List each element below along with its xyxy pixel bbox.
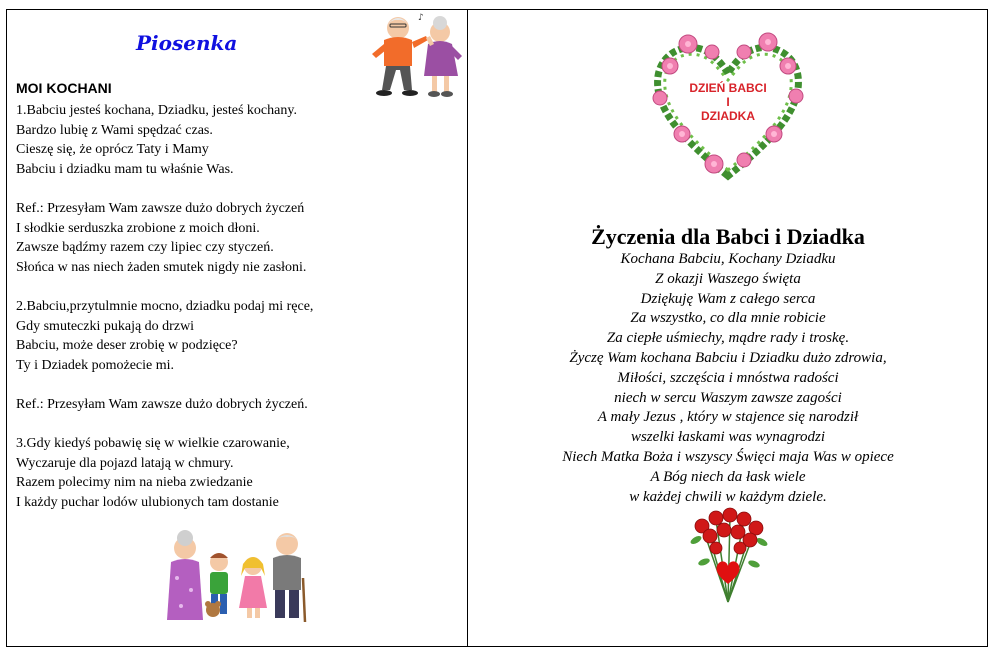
- family-illustration: [163, 528, 309, 626]
- wish-line: A mały Jezus , który w stajence się narodził: [597, 409, 859, 426]
- wishes-text: [468, 250, 988, 507]
- lyric-line: Cieszę się, że oprócz Taty i Mamy: [16, 142, 209, 158]
- song-lyrics: [16, 101, 456, 512]
- song-title: Piosenka: [136, 31, 238, 55]
- wish-line: Życzę Wam kochana Babciu i Dziadku dużo zdrowia,: [569, 349, 887, 366]
- lyric-line: Ref.: Przesyłam Wam zawsze dużo dobrych życzeń.: [16, 396, 308, 412]
- lyric-line: Zawsze bądźmy razem czy lipiec czy styczeń.: [16, 240, 274, 256]
- lyric-line: Słońca w nas niech żaden smutek nigdy nie zasłoni.: [16, 259, 307, 275]
- wishes-title: Życzenia dla Babci i Dziadka: [591, 224, 865, 249]
- lyric-line: Ty i Dziadek pomożecie mi.: [16, 357, 175, 373]
- lyric-line: 3.Gdy kiedyś pobawię się w wielkie czarowanie,: [16, 436, 290, 452]
- lyric-line: 1.Babciu jesteś kochana, Dziadku, jesteś kochany.: [16, 103, 297, 118]
- rose-bouquet-illustration: [682, 506, 774, 606]
- wish-line: niech w sercu Waszym zawsze zagości: [614, 389, 842, 406]
- svg-text:♪: ♪: [418, 13, 424, 23]
- stanza-gap: [16, 277, 456, 297]
- wish-line: w każdej chwili w każdym dziele.: [629, 488, 827, 505]
- wish-line: Za wszystko, co dla mnie robicie: [630, 310, 826, 327]
- lyric-line: I słodkie serduszka zrobione z moich dłoni.: [16, 220, 260, 236]
- wish-line: Niech Matka Boża i wszyscy Święci maja Was w opiece: [562, 448, 894, 465]
- stanza-gap: [16, 179, 456, 199]
- lyric-line: Ref.: Przesyłam Wam zawsze dużo dobrych życzeń: [16, 200, 305, 216]
- wish-line: Za ciepłe uśmiechy, mądre rady i troskę.: [606, 330, 850, 347]
- wish-line: Z okazji Waszego święta: [655, 270, 801, 287]
- wish-line: Miłości, szczęścia i mnóstwa radości: [617, 369, 839, 386]
- wish-line: A Bóg niech da łask wiele: [650, 468, 806, 485]
- stanza-gap: [16, 375, 456, 395]
- song-heading: MOI KOCHANI: [16, 80, 112, 96]
- stanza-gap: [16, 415, 456, 435]
- heart-text-line1: DZIEŃ BABCI: [689, 81, 767, 95]
- lyric-line: 2.Babciu,przytulmnie mocno, dziadku podaj mi ręce,: [16, 298, 314, 314]
- heart-wreath-illustration: [648, 26, 808, 186]
- lyric-line: I każdy puchar lodów ulubionych tam dostanie: [16, 494, 279, 510]
- lyric-line: Babciu, może deser zrobię w podzięce?: [16, 338, 238, 354]
- heart-text-line2: I: [726, 95, 730, 109]
- lyric-line: Babciu i dziadku mam tu właśnie Was.: [16, 161, 234, 177]
- dancing-grandparents-illustration: [368, 10, 468, 102]
- lyric-line: Gdy smuteczki pukają do drzwi: [16, 318, 195, 334]
- wish-line: Kochana Babciu, Kochany Dziadku: [620, 251, 836, 267]
- lyric-line: Razem polecimy nim na nieba zwiedzanie: [16, 475, 253, 491]
- lyric-line: Wyczaruje dla pojazd latają w chmury.: [16, 455, 234, 471]
- wish-line: Dziękuję Wam z całego serca: [640, 290, 816, 307]
- lyric-line: Bardzo lubię z Wami spędzać czas.: [16, 122, 213, 138]
- wish-line: wszelki łaskami was wynagrodzi: [630, 429, 826, 446]
- heart-text-line3: DZIADKA: [701, 109, 755, 123]
